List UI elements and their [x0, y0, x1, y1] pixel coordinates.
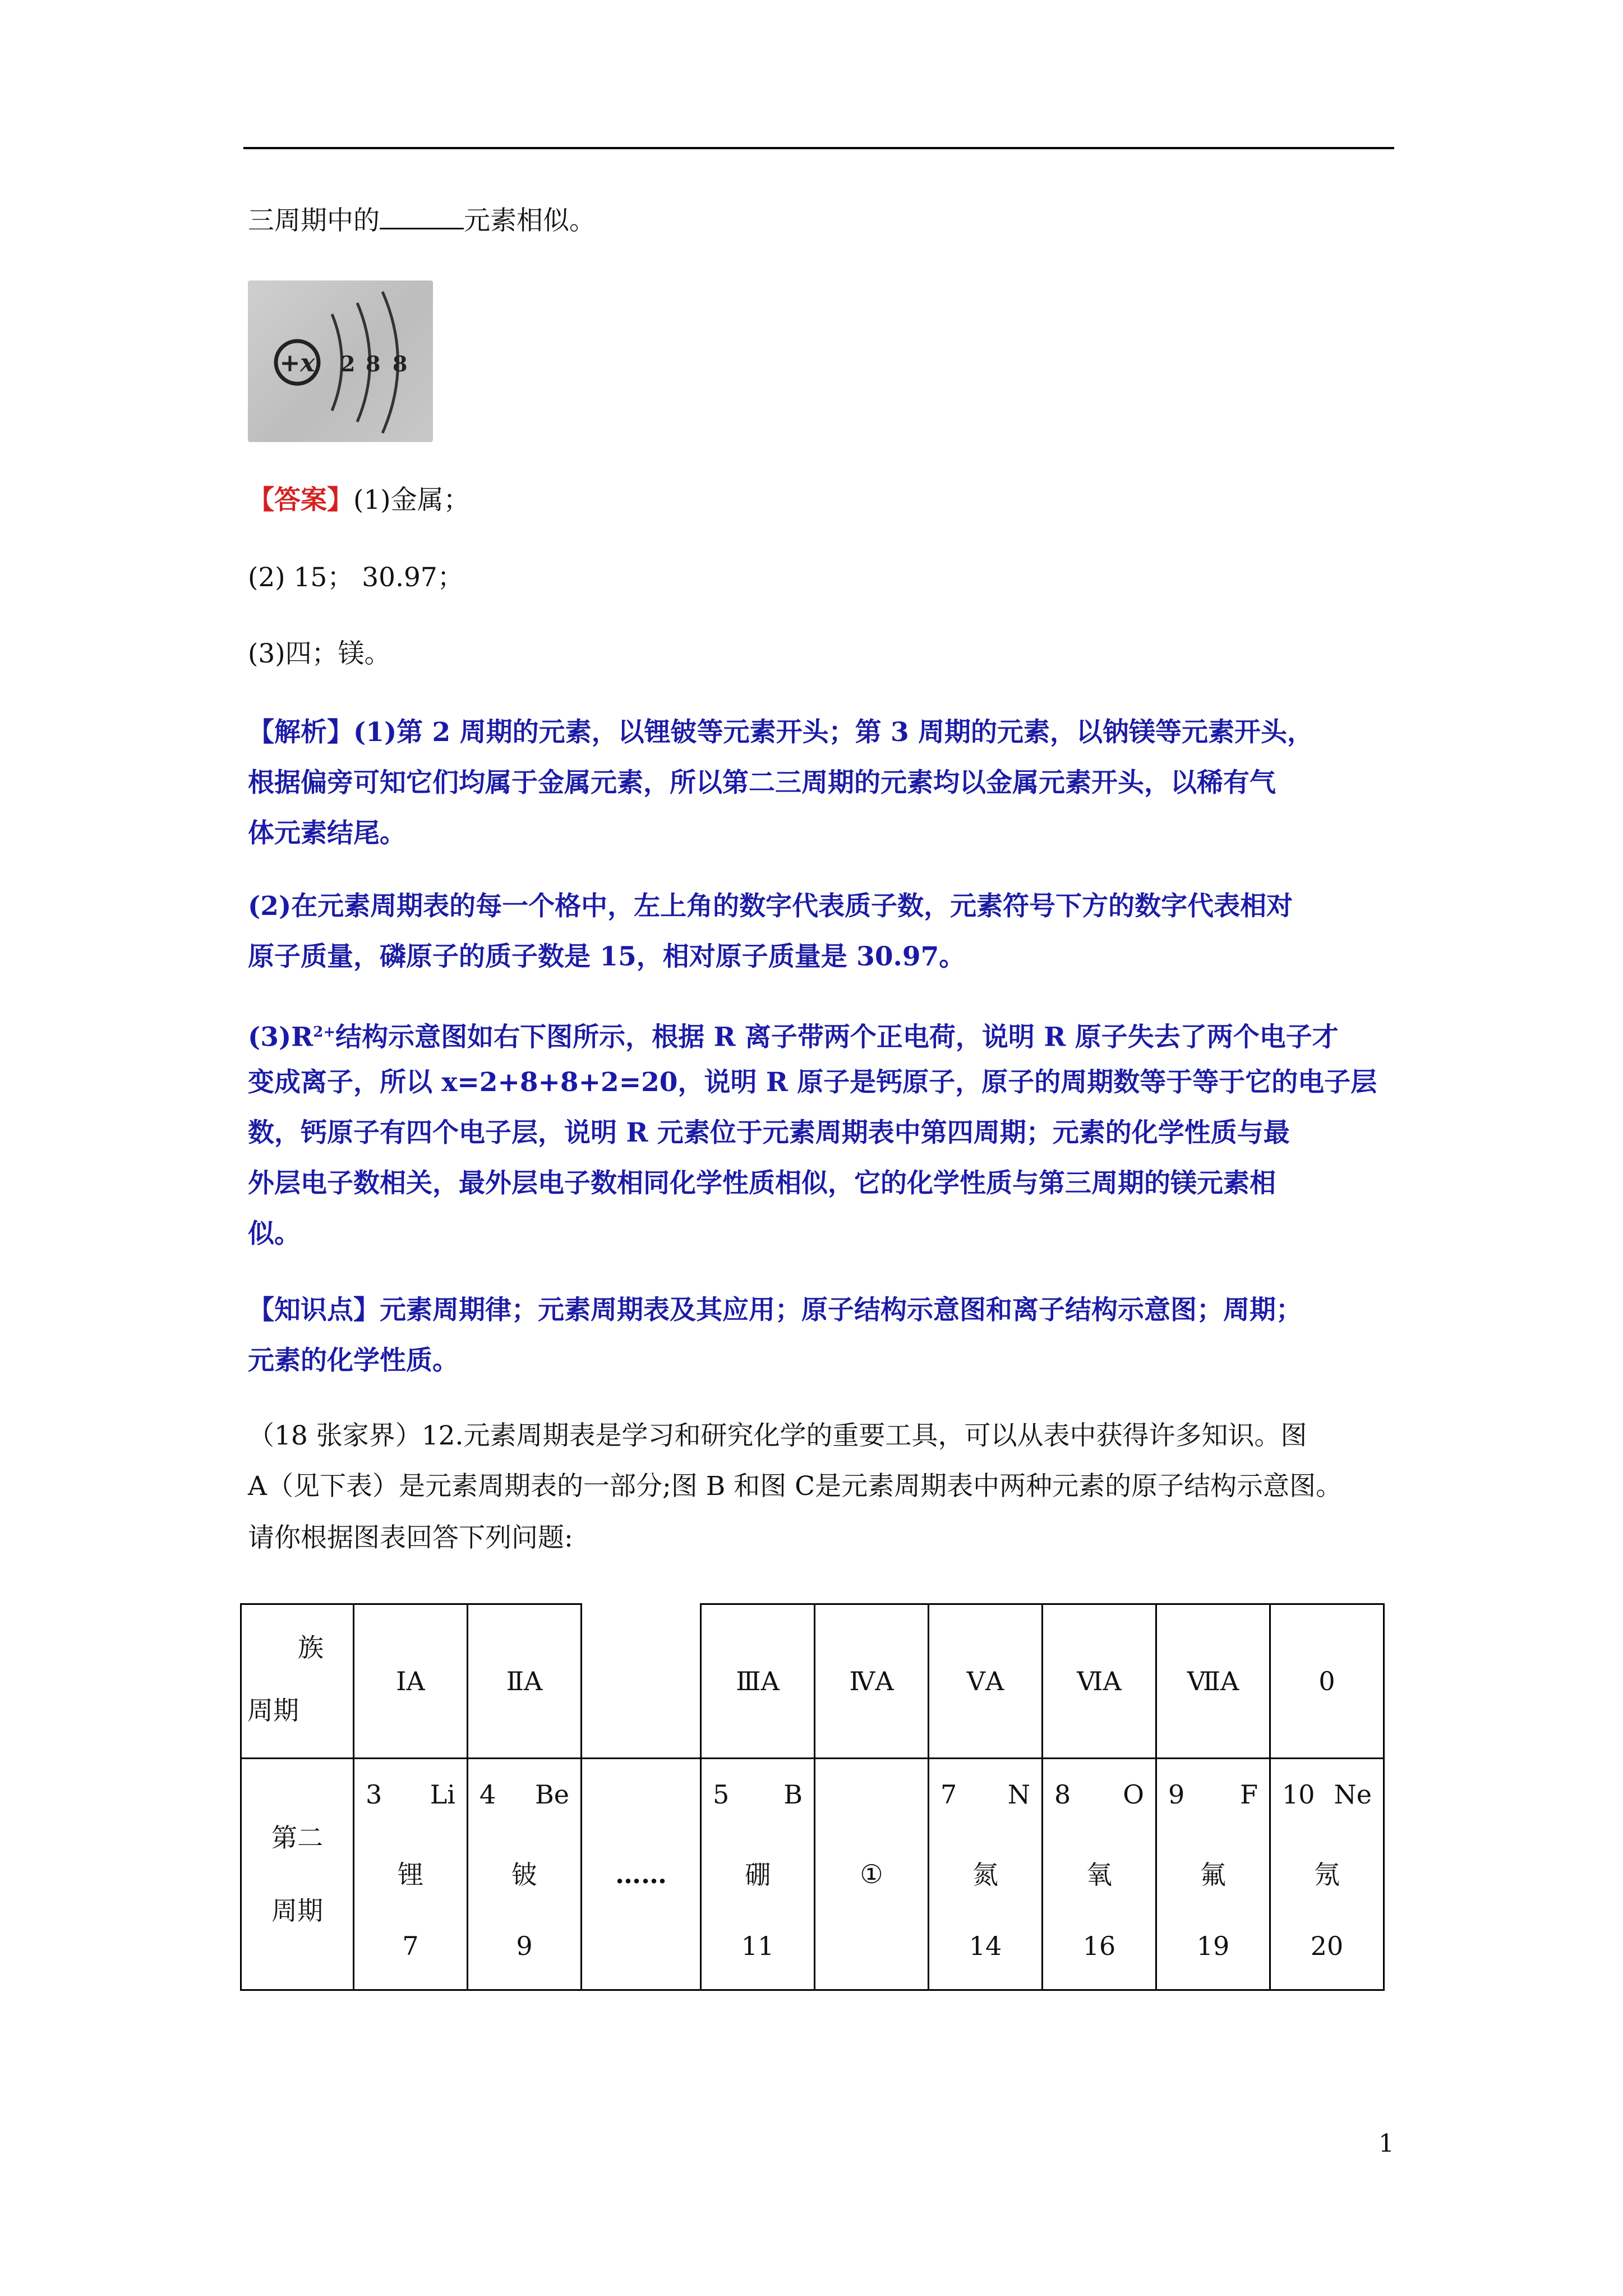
answer-blank: [380, 205, 464, 229]
answer-line-1: 【答案】(1)金属；: [248, 485, 470, 516]
element-cell-ne: 10 Ne 氖 20: [1270, 1759, 1384, 1990]
group-header: ⅠA: [354, 1604, 468, 1759]
analysis-p2-line-1: (2)在元素周期表的每一个格中，左上角的数字代表质子数，元素符号下方的数字代表相对: [248, 891, 1293, 922]
analysis-line-2: 根据偏旁可知它们均属于金属元素，所以第二三周期的元素均以金属元素开头，以稀有气: [248, 767, 1276, 798]
answer-line-2: (2) 15； 30.97；: [248, 562, 464, 593]
blank-cell-1: ①: [815, 1759, 929, 1990]
question-line-1: （18 张家界）12.元素周期表是学习和研究化学的重要工具，可以从表中获得许多知识。图: [248, 1420, 1307, 1451]
shell-2: 8: [366, 351, 381, 376]
analysis-line-1: 【解析】(1)第 2 周期的元素，以锂铍等元素开头；第 3 周期的元素，以钠镁等元素开头，: [248, 717, 1314, 748]
group-header: ⅤA: [929, 1604, 1043, 1759]
question-line-2: A（见下表）是元素周期表的一部分;图 B 和图 C是元素周期表中两种元素的原子结构示意图。: [248, 1471, 1343, 1502]
element-cell-li: 3 Li 锂 7: [354, 1759, 468, 1990]
analysis-p3-line-5: 似。: [248, 1218, 301, 1249]
group-header: ⅣA: [815, 1604, 929, 1759]
header-rule: [243, 147, 1394, 149]
group-header: 0: [1270, 1604, 1384, 1759]
shell-3: 8: [393, 351, 408, 376]
analysis-p3-line-3: 数，钙原子有四个电子层，说明 R 元素位于元素周期表中第四周期；元素的化学性质与最: [248, 1117, 1290, 1148]
ion-structure-figure: [248, 280, 433, 442]
analysis-p3-line-4: 外层电子数相关，最外层电子数相同化学性质相似，它的化学性质与第三周期的镁元素相: [248, 1168, 1276, 1199]
page-number: 1: [1378, 2129, 1394, 2158]
table-corner: 族 周期: [241, 1604, 354, 1759]
answer-line-3: (3)四；镁。: [248, 638, 391, 669]
nucleus-label: +x: [279, 349, 315, 378]
question-line-3: 请你根据图表回答下列问题:: [248, 1522, 573, 1553]
knowledge-line-1: 【知识点】元素周期律；元素周期表及其应用；原子结构示意图和离子结构示意图；周期；: [248, 1295, 1302, 1326]
element-cell-be: 4 Be 铍 9: [468, 1759, 582, 1990]
analysis-p3-line-2: 变成离子，所以 x=2+8+8+2=20，说明 R 原子是钙原子，原子的周期数等于等于它的电子层: [248, 1067, 1377, 1098]
group-header: ⅥA: [1043, 1604, 1156, 1759]
question-tail: 三周期中的 元素相似。: [248, 205, 596, 236]
group-header: ⅦA: [1156, 1604, 1270, 1759]
analysis-p2-line-2: 原子质量，磷原子的质子数是 15，相对原子质量是 30.97。: [248, 941, 966, 972]
ellipsis-cell: ……: [582, 1759, 701, 1990]
periodic-table-fragment: [240, 1603, 1385, 1991]
shell-1: 2: [340, 351, 356, 376]
analysis-line-3: 体元素结尾。: [248, 818, 406, 849]
knowledge-line-2: 元素的化学性质。: [248, 1345, 459, 1376]
group-header: ⅢA: [701, 1604, 815, 1759]
element-cell-f: 9 F 氟 19: [1156, 1759, 1270, 1990]
group-header: [582, 1604, 701, 1759]
element-cell-b: 5 B 硼 11: [701, 1759, 815, 1990]
group-header: ⅡA: [468, 1604, 582, 1759]
analysis-p3-line-1: $(3)R^{2+}$结构示意图如右下图所示，根据 R 离子带两个正电荷，说明 R 原子失去了两个电子才: [248, 1022, 1339, 1053]
period-label: 第二 周期: [241, 1759, 354, 1990]
element-cell-n: 7 N 氮 14: [929, 1759, 1043, 1990]
element-cell-o: 8 O 氧 16: [1043, 1759, 1156, 1990]
